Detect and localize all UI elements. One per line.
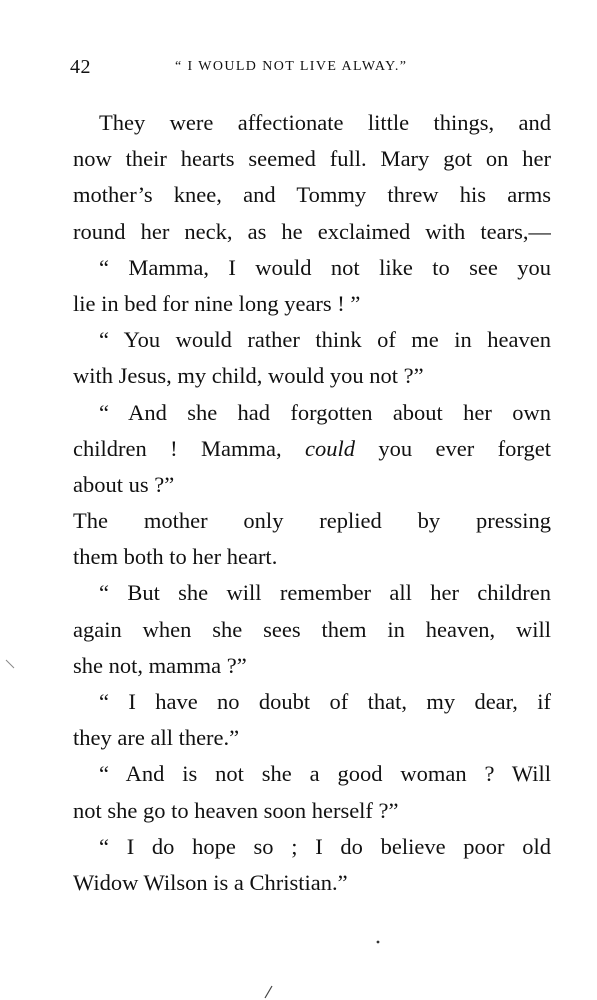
running-head [70, 56, 550, 86]
running-title: “ I WOULD NOT LIVE ALWAY.” [175, 59, 408, 74]
text-line: mother’s knee, and Tommy threw his arms [73, 182, 551, 208]
text-line: “ But she will remember all her children [99, 580, 551, 606]
text-line: now their hearts seemed full. Mary got on her [73, 146, 551, 172]
text-line: “ And she had forgotten about her own [99, 399, 551, 425]
emphasized-word: could [305, 435, 356, 461]
body-text [73, 105, 551, 901]
text-line: “ And is not she a good woman ? Will [99, 761, 551, 787]
text-line: they are all there.” [73, 725, 240, 751]
text-line: “ You would rather think of me in heaven [99, 327, 551, 353]
text-segment: children ! Mamma, [73, 435, 306, 461]
dust-speck [377, 941, 380, 944]
text-line: lie in bed for nine long years ! ” [73, 290, 361, 316]
text-line: not she go to heaven soon herself ?” [73, 797, 399, 823]
text-line: with Jesus, my child, would you not ?” [73, 363, 424, 389]
text-line: round her neck, as he exclaimed with tears,— [73, 218, 551, 244]
text-line: them both to her heart. [73, 544, 278, 570]
scratch-mark [265, 986, 272, 998]
text-line: “ I do hope so ; I do believe poor old [99, 833, 551, 859]
text-line [73, 431, 551, 467]
text-line: about us ?” [73, 471, 175, 497]
text-segment: you ever forget [355, 435, 551, 461]
text-line: “ Mamma, I would not like to see you [99, 254, 551, 280]
text-line: Widow Wilson is a Christian.” [73, 869, 348, 895]
text-line: They were affectionate little things, and [99, 110, 551, 135]
text-line: again when she sees them in heaven, will [73, 616, 551, 642]
text-line: she not, mamma ?” [73, 652, 247, 678]
scratch-mark [6, 660, 14, 668]
page-number: 42 [70, 56, 91, 78]
text-line: The mother only replied by pressing [73, 508, 551, 534]
text-line: “ I have no doubt of that, my dear, if [99, 689, 551, 714]
